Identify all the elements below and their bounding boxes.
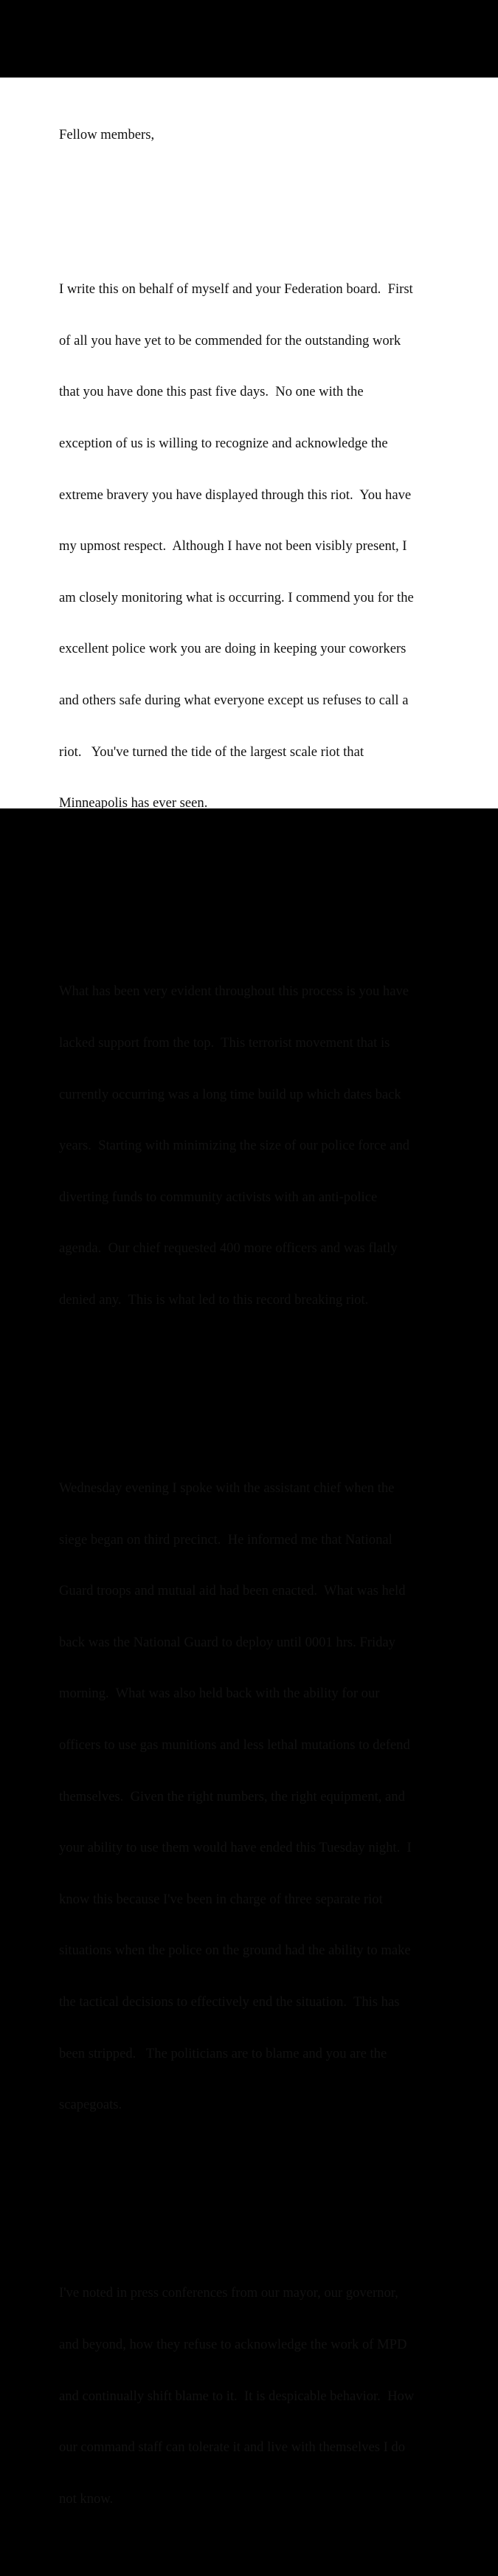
- text-line: scapegoats.: [59, 2097, 122, 2113]
- text-line: my upmost respect. Although I have not been visibly present, I: [59, 538, 407, 554]
- text-line: know this because I've been in charge of three separate riot: [59, 1891, 383, 1907]
- paragraph-3: [59, 1446, 472, 2148]
- text-line: extreme bravery you have displayed through this riot. You have: [59, 487, 412, 503]
- text-line: lacked support from the top. This terrorist movement that is: [59, 1034, 390, 1051]
- text-line: am closely monitoring what is occurring. I commend you for the: [59, 589, 414, 605]
- letter-page: [0, 78, 498, 2507]
- text-line: What has been very evident throughout this process is you have: [59, 983, 409, 1000]
- text-line: Minneapolis has ever seen.: [59, 795, 208, 811]
- paragraph-1: [59, 247, 472, 846]
- text-line: been stripped. The politicians are to blame and you are the: [59, 2045, 387, 2061]
- letter-body: [59, 92, 472, 2576]
- paragraph-gap: [59, 2182, 472, 2199]
- salutation: Fellow members,: [59, 127, 155, 143]
- text-line: exception of us is willing to recognize and acknowledge the: [59, 435, 388, 451]
- text-line: denied any. This is what led to this record breaking riot.: [59, 1291, 369, 1308]
- text-line: themselves. Given the right numbers, the right equipment, and: [59, 1788, 405, 1804]
- text-line: situations when the police on the ground had the ability to make: [59, 1943, 411, 1959]
- text-line: siege began on third precinct. He informed me that National: [59, 1531, 392, 1548]
- text-line: back was the National Guard to deploy until 0001 hrs. Friday: [59, 1634, 395, 1650]
- text-line: morning. What was also held back with the ability for our: [59, 1686, 380, 1702]
- text-line: years. Starting with minimizing the size of our police force and: [59, 1138, 410, 1154]
- text-line: agenda. Our chief requested 400 more officers and was flatly: [59, 1240, 398, 1257]
- text-line: not know.: [59, 2490, 114, 2507]
- text-line: diverting funds to community activists with an anti-police: [59, 1189, 378, 1205]
- text-line: of all you have yet to be commended for the outstanding work: [59, 332, 401, 348]
- paragraph-4: [59, 2250, 472, 2541]
- text-line: I write this on behalf of myself and your Federation board. First: [59, 281, 413, 298]
- paragraph-gap: [59, 178, 472, 195]
- text-line: I've noted in press conferences from our mayor, our governor,: [59, 2285, 398, 2301]
- text-line: excellent police work you are doing in keeping your coworkers: [59, 641, 407, 657]
- text-line: the tactical decisions to effectively end the situation. This has: [59, 1994, 400, 2010]
- text-line: and others safe during what everyone except us refuses to call a: [59, 692, 409, 708]
- paragraph-gap: [59, 1377, 472, 1394]
- text-line: officers to use gas munitions and less lethal mutations to defend: [59, 1737, 410, 1754]
- text-line: and beyond, how they refuse to acknowledge the work of MPD: [59, 2337, 407, 2353]
- text-line: that you have done this past five days. No one with the: [59, 384, 364, 400]
- text-line: Wednesday evening I spoke with the assistant chief when the: [59, 1480, 395, 1497]
- text-line: Guard troops and mutual aid had been enacted. What was held: [59, 1583, 406, 1599]
- text-line: and continually shift blame to it. It is despicable behavior. How: [59, 2388, 415, 2404]
- text-line: our command staff can tolerate it and live with themselves I do: [59, 2439, 406, 2456]
- paragraph-gap: [59, 880, 472, 897]
- text-line: riot. You've turned the tide of the largest scale riot that: [59, 743, 364, 760]
- text-line: your ability to use them would have ended this Tuesday night. I: [59, 1840, 412, 1856]
- paragraph-2: [59, 949, 472, 1343]
- text-line: currently occurring was a long time build up which dates back: [59, 1086, 401, 1102]
